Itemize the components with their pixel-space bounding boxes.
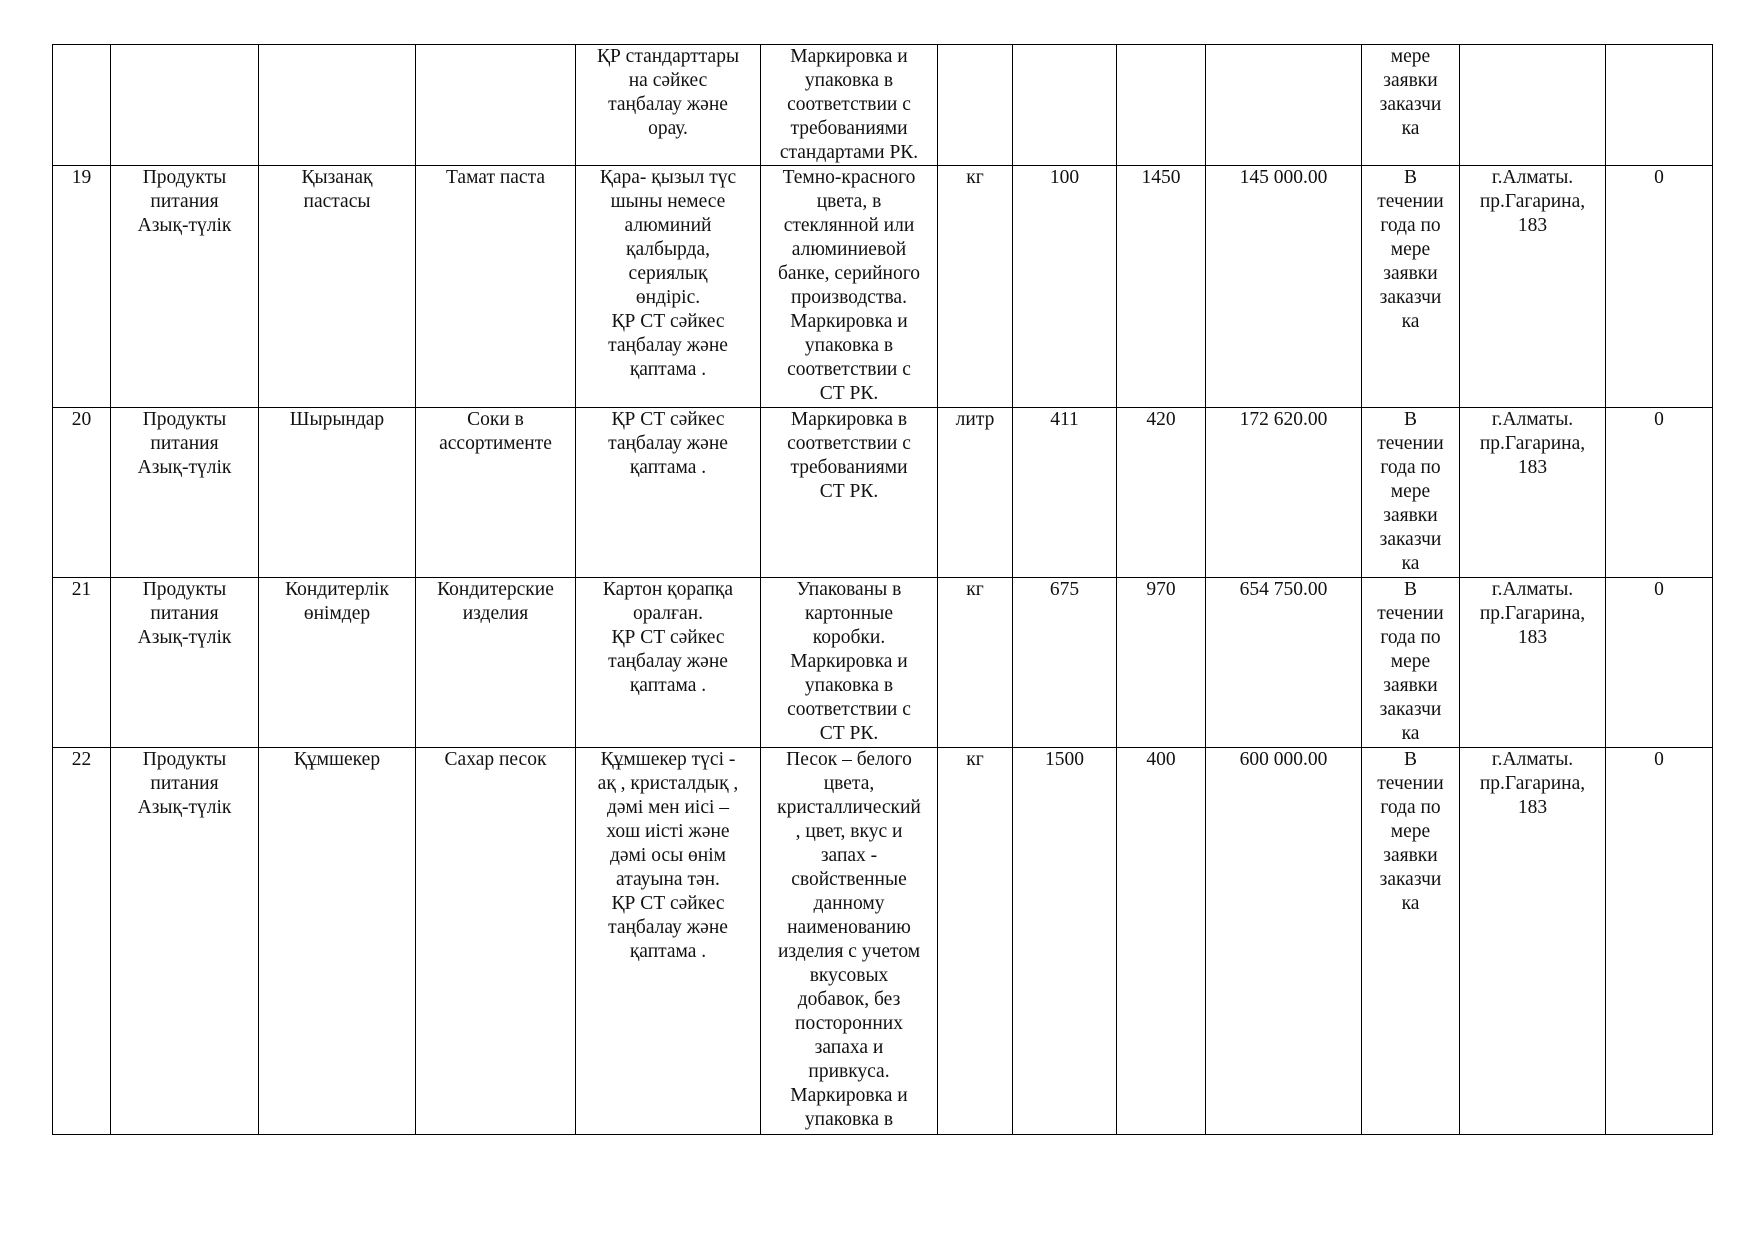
- cell-number: 19: [53, 166, 111, 408]
- cell-description-kz: Картон қорапқа оралған. ҚР СТ сәйкес таңбалау және қаптама .: [576, 578, 761, 748]
- cell-name-kz: Құмшекер: [259, 748, 416, 1135]
- cell-amount: 145 000.00: [1206, 166, 1362, 408]
- cell-amount: 172 620.00: [1206, 408, 1362, 578]
- cell-delivery-place: г.Алматы. пр.Гагарина, 183: [1460, 408, 1606, 578]
- table-row: [53, 166, 1713, 408]
- cell-unit: [938, 45, 1013, 166]
- cell-price: 970: [1117, 578, 1206, 748]
- cell-description-ru: Упакованы в картонные коробки. Маркировка и упаковка в соответствии с СТ РК.: [761, 578, 938, 748]
- cell-category: [111, 45, 259, 166]
- cell-name-kz: Кондитерлік өнімдер: [259, 578, 416, 748]
- cell-number: 20: [53, 408, 111, 578]
- cell-description-kz: ҚР стандарттары на сәйкес таңбалау және орау.: [576, 45, 761, 166]
- cell-category: Продукты питания Азық-түлік: [111, 166, 259, 408]
- cell-delivery-term: В течении года по мере заявки заказчи ка: [1362, 748, 1460, 1135]
- cell-amount: 654 750.00: [1206, 578, 1362, 748]
- cell-quantity: [1013, 45, 1117, 166]
- cell-number: 22: [53, 748, 111, 1135]
- procurement-table: [52, 44, 1713, 1135]
- cell-unit: кг: [938, 748, 1013, 1135]
- cell-name-ru: Тамат паста: [416, 166, 576, 408]
- table-row: [53, 408, 1713, 578]
- table-row: [53, 748, 1713, 1135]
- cell-advance: [1606, 45, 1713, 166]
- cell-description-kz: Құмшекер түсі - ақ , кристалдық , дәмі мен иісі – хош иісті және дәмі осы өнім атауына тән. ҚР СТ сәйкес таңбалау және қаптама .: [576, 748, 761, 1135]
- table-row: [53, 45, 1713, 166]
- cell-advance: 0: [1606, 748, 1713, 1135]
- cell-price: 420: [1117, 408, 1206, 578]
- cell-delivery-place: [1460, 45, 1606, 166]
- cell-category: Продукты питания Азық-түлік: [111, 748, 259, 1135]
- cell-name-ru: Соки в ассортименте: [416, 408, 576, 578]
- cell-category: Продукты питания Азық-түлік: [111, 408, 259, 578]
- cell-delivery-term: мере заявки заказчи ка: [1362, 45, 1460, 166]
- cell-quantity: 100: [1013, 166, 1117, 408]
- cell-number: [53, 45, 111, 166]
- cell-number: 21: [53, 578, 111, 748]
- cell-advance: 0: [1606, 408, 1713, 578]
- cell-name-ru: [416, 45, 576, 166]
- cell-description-ru: Маркировка и упаковка в соответствии с требованиями стандартами РК.: [761, 45, 938, 166]
- cell-description-ru: Песок – белого цвета, кристаллический , цвет, вкус и запах - свойственные данному наименованию изделия с учетом вкусовых добавок, без посторонних запаха и привкуса. Маркировка и упаковка в: [761, 748, 938, 1135]
- cell-quantity: 1500: [1013, 748, 1117, 1135]
- cell-amount: 600 000.00: [1206, 748, 1362, 1135]
- cell-price: [1117, 45, 1206, 166]
- cell-quantity: 411: [1013, 408, 1117, 578]
- cell-amount: [1206, 45, 1362, 166]
- cell-delivery-term: В течении года по мере заявки заказчи ка: [1362, 408, 1460, 578]
- cell-delivery-term: В течении года по мере заявки заказчи ка: [1362, 166, 1460, 408]
- cell-category: Продукты питания Азық-түлік: [111, 578, 259, 748]
- cell-delivery-term: В течении года по мере заявки заказчи ка: [1362, 578, 1460, 748]
- cell-unit: литр: [938, 408, 1013, 578]
- cell-name-kz: [259, 45, 416, 166]
- table-row: [53, 578, 1713, 748]
- cell-description-kz: Қара- қызыл түс шыны немесе алюминий қалбырда, сериялық өндіріс. ҚР СТ сәйкес таңбалау және қаптама .: [576, 166, 761, 408]
- cell-delivery-place: г.Алматы. пр.Гагарина, 183: [1460, 748, 1606, 1135]
- cell-name-ru: Сахар песок: [416, 748, 576, 1135]
- cell-advance: 0: [1606, 578, 1713, 748]
- cell-delivery-place: г.Алматы. пр.Гагарина, 183: [1460, 578, 1606, 748]
- cell-description-ru: Темно-красного цвета, в стеклянной или алюминиевой банке, серийного производства. Маркировка и упаковка в соответствии с СТ РК.: [761, 166, 938, 408]
- cell-name-kz: Қызанақ пастасы: [259, 166, 416, 408]
- cell-description-kz: ҚР СТ сәйкес таңбалау және қаптама .: [576, 408, 761, 578]
- cell-unit: кг: [938, 166, 1013, 408]
- cell-unit: кг: [938, 578, 1013, 748]
- cell-name-kz: Шырындар: [259, 408, 416, 578]
- cell-name-ru: Кондитерские изделия: [416, 578, 576, 748]
- cell-price: 400: [1117, 748, 1206, 1135]
- cell-advance: 0: [1606, 166, 1713, 408]
- cell-description-ru: Маркировка в соответствии с требованиями СТ РК.: [761, 408, 938, 578]
- cell-quantity: 675: [1013, 578, 1117, 748]
- cell-delivery-place: г.Алматы. пр.Гагарина, 183: [1460, 166, 1606, 408]
- cell-price: 1450: [1117, 166, 1206, 408]
